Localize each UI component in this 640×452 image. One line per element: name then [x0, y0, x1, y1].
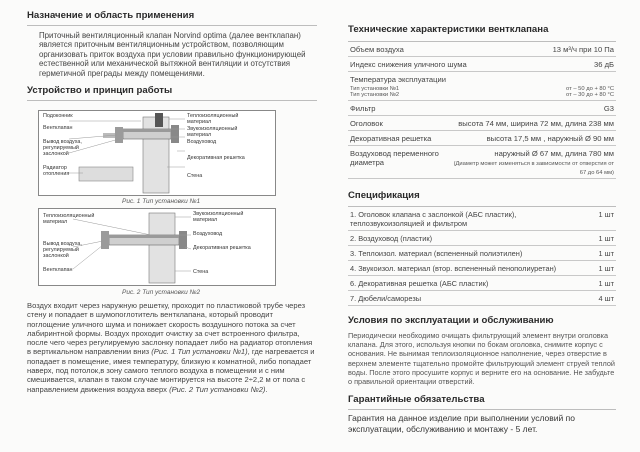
- list-item: 4. Звукоизол. материал (втор. вспененный пенополиуретан) 1 шт: [348, 261, 616, 276]
- valve-cap: [101, 231, 109, 249]
- tech-specs-table: [348, 42, 616, 179]
- figure-1-install-type-1: [38, 110, 276, 196]
- section-title-warranty: Гарантийные обязательства: [348, 394, 485, 406]
- maintenance-paragraph: Периодически необходимо очищать фильтрующий элемент внутри оголовка клапана. Для этого, используя кнопки по бокам оголовка, снимите корпус с основания. Не вынимая теплоизоляционное наполнение, через отверстие в верхнем элементе тщательно промойте фильтрующий элемент струей теплой воды. После этого просушите корпус и верните его на основание. Не забудьте о правильной ориентации отверстий.: [348, 331, 615, 387]
- specification-list: [348, 207, 616, 306]
- device-text-part-1: Воздух входит через наружную решетку, проходит по пластиковой трубе через стену и попадает в шумопоглотитель вентклапана, который проводит поглощение уличного шума и понижает скорость воздушного потока за счет лабиринтной формы. Воздух проходит очистку за счет встроенного фильтра, после чего через регулируемую заслонку попадает либо на радиатор отопления в вертикальном направлении вниз: [27, 301, 313, 357]
- label-air-duct: Воздуховод: [193, 231, 223, 237]
- figure-2-caption: Рис. 2 Тип установки №2: [122, 289, 201, 296]
- warranty-paragraph: Гарантия на данное изделие при выполнении условий по эксплуатации, обслуживанию и монтажу - 5 лет.: [348, 413, 575, 435]
- left-column: [27, 10, 317, 105]
- divider: [27, 25, 317, 26]
- table-row: Фильтр G3: [348, 101, 616, 116]
- divider: [27, 100, 317, 101]
- label-sound-insulation: Звукоизоляционный материал: [187, 126, 238, 138]
- figure-2-install-type-2: [38, 208, 276, 286]
- table-row: Воздуховод переменного диаметра наружный Ø 67 мм, длина 780 мм (Диаметр может изменяться в зависимости от отверстия от 67 до 64 мм): [348, 146, 616, 179]
- insulation-strip: [109, 235, 179, 238]
- wall-shape: [149, 213, 175, 283]
- list-item: 7. Дюбели/саморезы 4 шт: [348, 291, 616, 306]
- list-item: 2. Воздуховод (пластик) 1 шт: [348, 231, 616, 246]
- label-valve: Вентклапан: [43, 267, 73, 273]
- device-text-part-2: , где нагревается и попадает в помещение, имея температуру, близкую к комнатной, либо попадает наверх, под потолок,в зону самого теплого воздуха в помещении и с ним смешивается, клапан в таком случае монтируется на высоте 2÷2,2 м от пола с направлением движения воздуха вверх: [27, 347, 315, 394]
- label-thermal-insulation: Теплоизоляционный материал: [43, 213, 95, 225]
- section-title-purpose: Назначение и область применения: [27, 10, 195, 21]
- label-decor-grille: Декоративная решетка: [193, 245, 251, 251]
- device-text-ref-1: (Рис. 1 Тип установки №1): [151, 347, 248, 357]
- purpose-paragraph: Приточный вентиляционный клапан Norvind optima (далее вентклапан) является приточным вентиляционным устройством, позволяющим организовать приток воздуха при условии правильно функционирующей естественной или механической вытяжной вентиляции и отсутствия герметичной преграды между помещениями.: [39, 31, 306, 78]
- list-item: 3. Теплоизол. материал (вспененный полиэтилен) 1 шт: [348, 246, 616, 261]
- label-air-duct: Воздуховод: [187, 139, 217, 145]
- label-air-outlet: Вывод воздуха, регулируемый заслонкой: [43, 139, 82, 157]
- device-text-part-3: .: [265, 384, 268, 394]
- right-column: [348, 24, 616, 435]
- insulation-strip: [123, 129, 171, 132]
- label-valve: Вентклапан: [43, 125, 73, 131]
- section-title-specs: Технические характеристики вентклапана: [348, 24, 549, 35]
- label-window-sill: Подоконник: [43, 113, 73, 119]
- label-thermal-insulation: Теплоизоляционный материал: [187, 113, 239, 125]
- label-wall: Стена: [193, 269, 209, 275]
- section-title-device: Устройство и принцип работы: [27, 85, 173, 97]
- label-decor-grille: Декоративная решетка: [187, 155, 245, 161]
- section-title-specification: Спецификация: [348, 190, 420, 201]
- figure-1-caption: Рис. 1 Тип установки №1: [122, 198, 201, 205]
- list-item: 1. Оголовок клапана с заслонкой (АБС пластик), теплозвукоизоляцией и фильтром 1 шт: [348, 207, 616, 231]
- device-text-ref-2: (Рис. 2 Тип установки №2): [169, 384, 266, 394]
- label-sound-insulation: Звукоизоляционный материал: [193, 211, 244, 223]
- label-wall: Стена: [187, 173, 203, 179]
- list-item: 6. Декоративная решетка (АБС пластик) 1 шт: [348, 276, 616, 291]
- divider: [348, 409, 616, 410]
- table-row: Объем воздуха 13 м³/ч при 10 Па: [348, 42, 616, 57]
- decor-grille: [179, 231, 187, 249]
- decor-grille: [171, 125, 179, 143]
- vent-body: [155, 113, 163, 127]
- wall-shape: [143, 117, 169, 193]
- label-radiator: Радиатор отопления: [43, 165, 70, 177]
- table-row: Индекс снижения уличного шума 36 дБ: [348, 57, 616, 72]
- table-row: Температура эксплуатации Тип установки №1 от – 50 до + 80 °C Тип установки №2 от – 30 до + 80 °C: [348, 72, 616, 101]
- radiator-shape: [79, 167, 133, 181]
- label-air-outlet: Вывод воздуха, регулируемый заслонкой: [43, 241, 82, 259]
- table-row: Оголовок высота 74 мм, ширина 72 мм, длина 238 мм: [348, 116, 616, 131]
- device-description-paragraph: [27, 301, 317, 394]
- section-title-maintenance: Условия по эксплуатации и обслуживанию: [348, 315, 554, 326]
- table-row: Декоративная решетка высота 17,5 мм , наружный Ø 90 мм: [348, 131, 616, 146]
